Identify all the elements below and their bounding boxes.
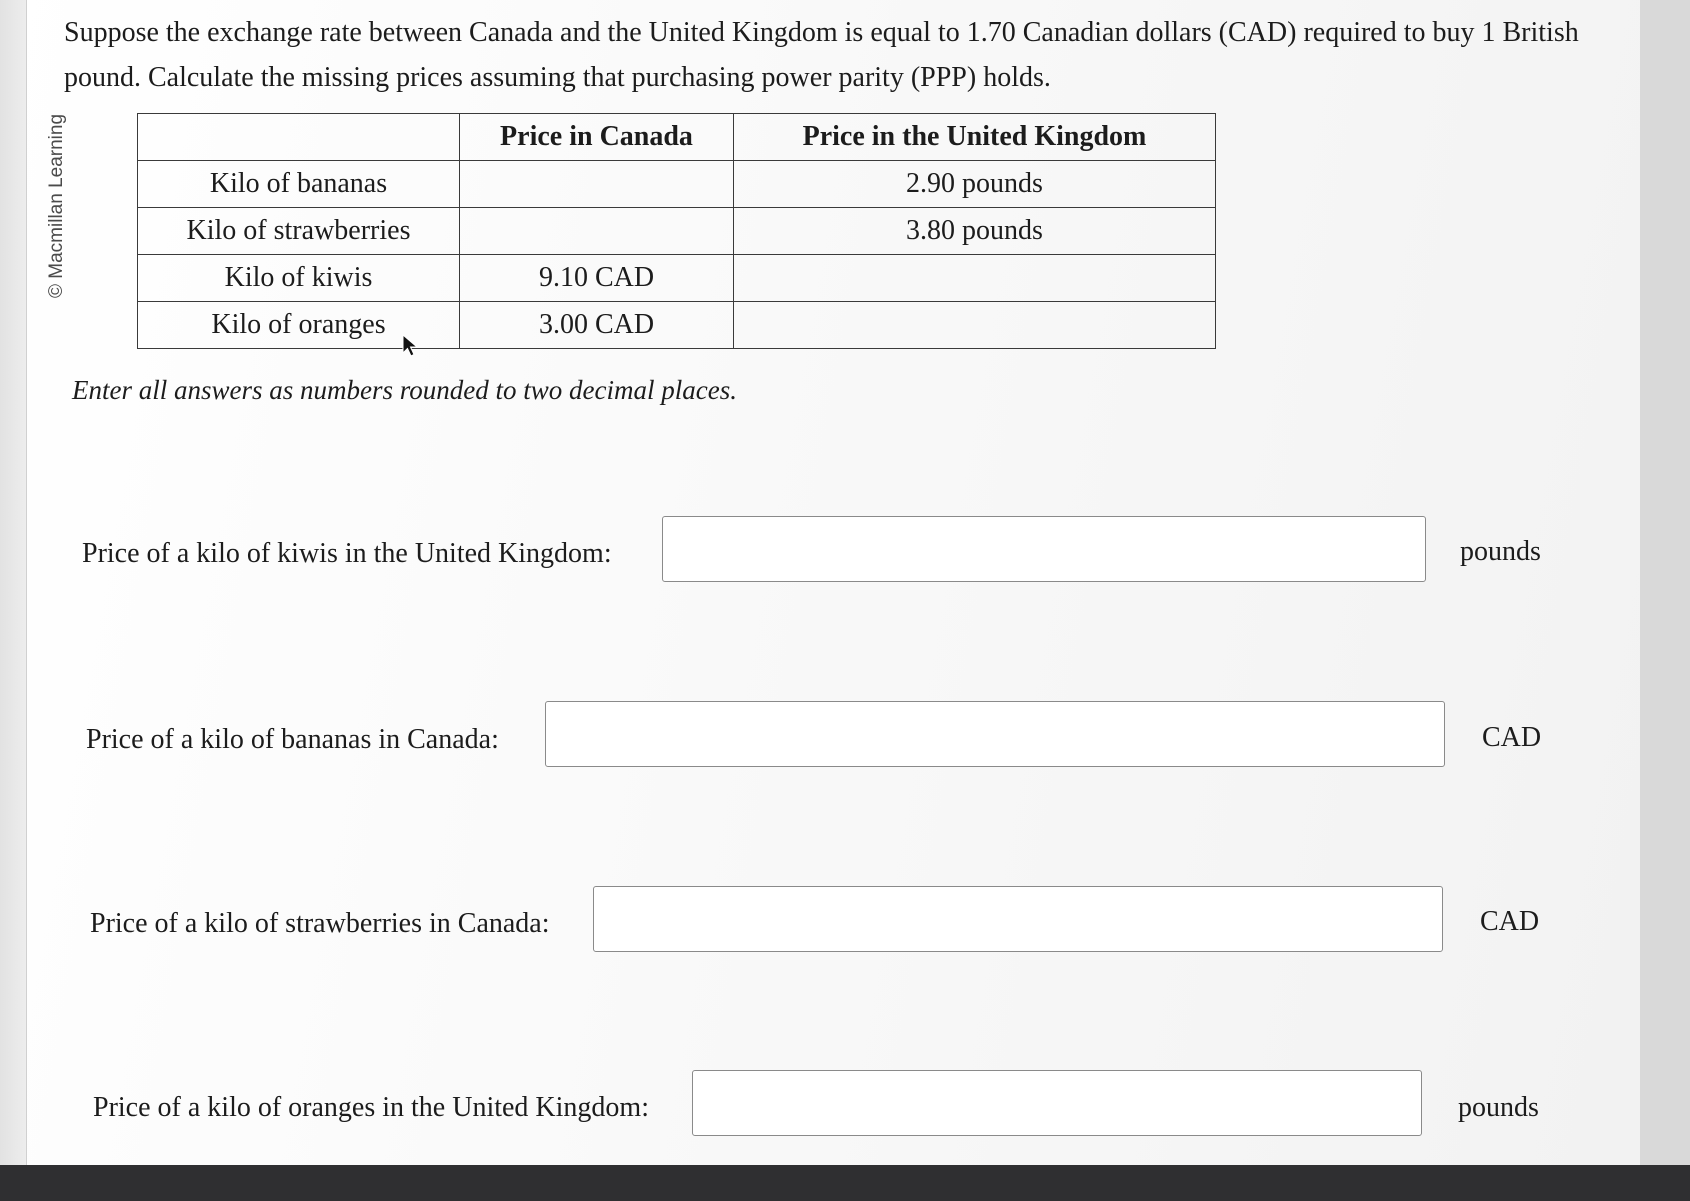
- bananas-canada-input[interactable]: [545, 701, 1445, 767]
- oranges-uk-label: Price of a kilo of oranges in the United Kingdom:: [93, 1092, 649, 1123]
- bananas-canada-label: Price of a kilo of bananas in Canada:: [86, 724, 499, 755]
- kiwis-uk-input[interactable]: [662, 516, 1426, 582]
- question-text: Suppose the exchange rate between Canada and the United Kingdom is equal to 1.70 Canadian dollars (CAD) required to buy 1 British pound. Calculate the missing prices assuming that purchasing power parity (PPP) holds.: [64, 17, 1579, 93]
- strawberries-canada-label: Price of a kilo of strawberries in Canada:: [90, 908, 550, 939]
- table-cell: 3.00 CAD: [460, 302, 734, 349]
- table-header-row: [138, 114, 1216, 161]
- table-row: [138, 302, 1216, 349]
- mouse-pointer-icon: [402, 334, 420, 358]
- table-cell: 2.90 pounds: [734, 161, 1216, 208]
- bananas-canada-unit: CAD: [1482, 722, 1542, 753]
- table-header-cell: Price in the United Kingdom: [734, 114, 1216, 161]
- strawberries-canada-unit: CAD: [1480, 906, 1540, 937]
- table-cell: [734, 255, 1216, 302]
- oranges-uk-input[interactable]: [692, 1070, 1422, 1136]
- kiwis-uk-label: Price of a kilo of kiwis in the United Kingdom:: [82, 538, 612, 569]
- table-cell: Kilo of kiwis: [138, 255, 460, 302]
- table-row: [138, 255, 1216, 302]
- table-cell: 3.80 pounds: [734, 208, 1216, 255]
- table-header-cell: Price in Canada: [460, 114, 734, 161]
- kiwis-uk-unit: pounds: [1460, 536, 1541, 567]
- table-cell: Kilo of bananas: [138, 161, 460, 208]
- table-cell: [734, 302, 1216, 349]
- copyright-text: © Macmillan Learning: [46, 113, 67, 298]
- table-cell: Kilo of oranges: [138, 302, 460, 349]
- monitor-bezel-right: [1640, 0, 1690, 1165]
- oranges-uk-unit: pounds: [1458, 1092, 1539, 1123]
- table-row: [138, 208, 1216, 255]
- strawberries-canada-input[interactable]: [593, 886, 1443, 952]
- monitor-bezel-bottom: [0, 1165, 1690, 1201]
- table-cell: [460, 161, 734, 208]
- table-cell: 9.10 CAD: [460, 255, 734, 302]
- price-table: [137, 113, 1216, 349]
- table-cell: [460, 208, 734, 255]
- table-cell: Kilo of strawberries: [138, 208, 460, 255]
- table-row: [138, 161, 1216, 208]
- instructions-text: Enter all answers as numbers rounded to two decimal places.: [72, 375, 737, 405]
- table-header-cell: [138, 114, 460, 161]
- left-margin-strip: [0, 0, 27, 1165]
